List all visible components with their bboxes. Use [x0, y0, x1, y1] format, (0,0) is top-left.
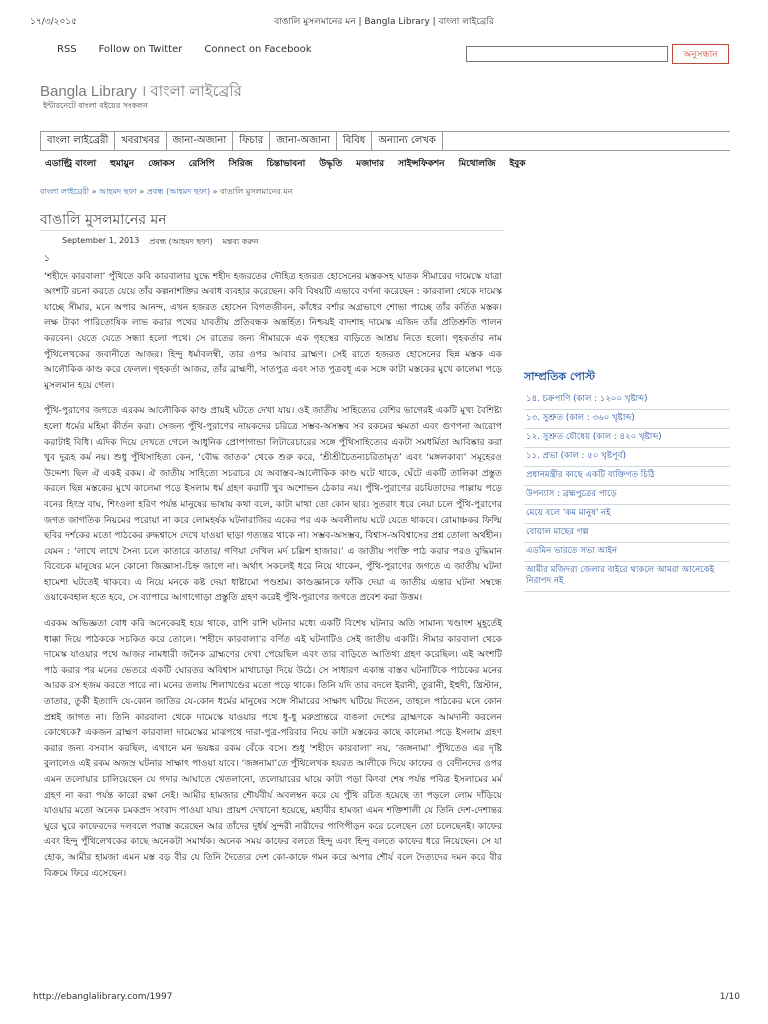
print-header — [0, 14, 768, 28]
print-page-title: বাঙালি মুসলমানের মন | Bangla Library | বাংলা লাইব্রেরি — [274, 17, 494, 27]
article-paragraph: পুঁথি-পুরাণের জগতে এরকম আলৌকিক কাণ্ড প্রায়ই ঘটতে দেখা যায়। ওই জাতীয় সাহিত্যের বেশির ভাগেরই একটি মুখ্য বৈশিষ্ট্য হলো ধর্মের মহিমা কীর্তন করা। সেজন্য পুঁথি-পুরাণের নায়কদের চরিত্রে সম্ভব-অসম্ভব সব রকমের ক্ষমতা এবং গুণপনা আরোপ করাটাই বিধি। এদিক দিয়ে দেখতে গেলে আধুনিক প্রোপাগান্ডা লিটারেচারের সঙ্গে পুঁথিসাহিত্যের একটা সমধর্মিতা আবিষ্কার করা খুব দুরূহ কর্ম নয়। শুধু পুঁথিসাহিত্য কেন, ‘বৌদ্ধ জাতক’ থেকে শুরু করে, ‘শ্রীশ্রীচৈতন্যচরিতামৃত’ এবং ‘মঙ্গলকাব্য’ সমূহেরও উদ্দেশ্য ছিল ঐ একই রকম। ঐ জাতীয় সাহিত্যে সচরাচর যে অবাস্তব-আলৌকিক কাণ্ড ঘটে থাকে, ঘেঁটে একটি তালিকা প্রস্তুত করলে ছিন্ন মস্তকের মুখে কালেমা পড়ে ইসলাম ধর্ম গ্রহণ করাটি খুব অশোভন ঠেকার নয়। পুঁথি-পুরাণের রচয়িতাদের পাল্লায় পড়ে বনের হিংস্র বাঘ, শিংওলা হরিণ পর্যন্ত মানুষের ভাষায় কথা বলে, কাটা মাথা তো কোন ছার। সুতরাং ধরে নেয়া চলে পুঁথি-পুরাণের জগত জাগতিক নিয়মের পরোয়া না করে লোমহর্ষক ঘটনারাজির একের পর এক অবলীলায় ঘটে যেতে থাকবে। রোমাঞ্চকর ফিল্মি ছবির দর্শকের মতো পাঠকের রুদ্ধশ্বাসে দেখে যাওয়া ছাড়া গত্যন্তর থাকে না। সম্ভব-অসম্ভব, বিশ্বাস-অবিশ্বাসের প্রশ্ন তোলা অর্থহীন। যেমন : ‘লাখে লাখে সৈন্য চলে কাতারে কাতার/ গণিয়া দেখিল মর্দ চল্লিশ হাজার।’ এ জাতীয় পংক্তি পাঠ করার পরও বুদ্ধিমান বিবেচক মানুষের মনে কোনো জিজ্ঞাসা-চিহ্ন জাগে না। অর্থাৎ সকলেই ধরে নিয়ে থাকেন, পুঁথি-পুরাণের জগতে এ জাতীয় ঘটনা হামেশা ঘটতেই থাকবে। এ নিয়ে মনকে কষ্ট দেয়া ধাষ্টামো পণ্ডশ্রম। কাণ্ডজ্ঞানকে ফাঁকি দেয়া এ জাতীয় এন্তার ঘটনা সম্বন্ধে ওয়াকেবহাল হতে হবে, সে ব্যাপারে আগাগোড়া প্রস্তুতি গ্রহণ করেই পুঁথি-পুরাণের জগতে প্রবেশ করা উত্তম। — [44, 406, 502, 604]
main-menu-item[interactable]: বিবিধ — [337, 132, 372, 150]
twitter-link[interactable]: Follow on Twitter — [98, 44, 183, 55]
breadcrumb-author[interactable]: আহমদ ছফা — [99, 187, 137, 196]
breadcrumb-separator: » — [139, 187, 145, 196]
facebook-link[interactable]: Connect on Facebook — [204, 44, 312, 55]
site-tagline: ইন্টারনেটে বাংলা বইয়ের সংকলন — [43, 101, 148, 110]
recent-post-link[interactable]: এডমিন ভারতে সভা আইন — [524, 543, 730, 562]
category-item[interactable]: এডাল্ট্রি বাংলা — [45, 159, 97, 169]
post-category-link[interactable]: প্রবন্ধ (আহমদ ছফা) — [149, 237, 213, 246]
article-body — [44, 252, 502, 892]
site-title[interactable]: Bangla Library । বাংলা লাইব্রেরি — [40, 83, 242, 100]
main-menu-item[interactable]: ফিচার — [233, 132, 270, 150]
comment-link[interactable]: মন্তব্য করুন — [222, 237, 259, 246]
main-menu-item[interactable]: বাংলা লাইব্রেরী — [40, 132, 115, 150]
main-menu-item[interactable]: জানা-অজানা — [270, 132, 337, 150]
recent-post-link[interactable]: মেয়ে বলে 'কম মানুষ' নই — [524, 505, 730, 524]
recent-post-link[interactable]: বোয়াল মাছের গল্প — [524, 524, 730, 543]
breadcrumb-separator: » — [212, 187, 218, 196]
category-item[interactable]: মিথোলজি — [458, 159, 496, 169]
category-item[interactable]: রেসিপি — [188, 159, 215, 169]
recent-post-link[interactable]: প্রধানমন্ত্রীর কাছে একটি ব্যক্তিগত চিঠি — [524, 467, 730, 486]
category-menu — [45, 156, 526, 171]
main-menu-item[interactable]: অন্যান্য লেখক — [372, 132, 443, 150]
rss-link[interactable]: RSS — [57, 44, 77, 55]
breadcrumb-home[interactable]: বাংলা লাইব্রেরী — [40, 187, 90, 196]
search-input[interactable] — [466, 46, 668, 62]
article-paragraph: এরকম অভিজ্ঞতা বোধ করি অনেকেরই হয়ে থাকে, রাশি রাশি ঘটনার মধ্যে একটি বিশেষ ঘটনার অতি সামান্য খণ্ডাংশ মুহূর্তেই ধাক্কা দিয়ে পাঠককে সচকিত করে তোলে। ‘শহীদে কারবালা’র বর্ণিত এই ঘটনাটিও সেই জাতীয় একটি। সীমার কারবালা থেকে দামেস্ক যাওয়ার পথে আজর নামধারী জনৈক ব্রাহ্মণের দেখা পেয়েছিল এবং তার বাড়িতে আতিথ্য গ্রহণ করেছিল। এই অংশটি পাঠ করার পর মনের ভেতরে একটি ঘোরতর অবিশ্বাস মাথাচাড়া দিয়ে উঠে। সে সাধারণ একান্ত বাস্তব ঘটনাটিকে পাঠকের মনের আরক রস হজম করতে পারে না। মনের তলায় শিলাখণ্ডের মতো পড়ে থাকে। তিনি যদি তার বদলে ইরানী, তুরানী, ইহুদী, খ্রিস্টান, তাতার, তুর্কী ইত্যাদি যে-কোন জাতির যে-কোন ধর্মের মানুষের সঙ্গে সীমারের সাক্ষাৎ ঘটিয়ে দিতেন, তাহলে পাঠকের মনে কোন প্রশ্নই জাগত না। তিনি কারবালা থেকে দামেস্কে যাওয়ার পথে ধু-ধু মরুপ্রান্তরে বাঙলা দেশের ব্রাহ্মণকে আমদানী করলেন কোথেকে? একজন ব্রাহ্মণ কারবালা দামেস্কের মাঝপথে দারা-পুত্র-পরিবার নিয়ে কাটা মস্তকের কাছে কালেমা পড়ে ইসলাম গ্রহণ করার জন্য বসবাস করছিল, এখানে মন ভয়ঙ্কর রকম বেঁকে বসে। শুধু ‘শহীদে কারবালা’ নয়, ‘জঙ্গনামা’ পুঁথিতেও এর দৃষ্টি বুলালেও এই রকম অজস্র ঘটনার সাক্ষাৎ পাওয়া যাবে। ‘জঙ্গনামা’তে পুঁথিলেখক হযরত আলীকে দিয়ে কাফের ও বেদীনদের ওপর এমন তলোয়ার চালিয়েছেন যে গদার আঘাতে থেতলানো, তলোয়ারের ঘায়ে কাটা পড়া কিংবা শেষ পর্যন্ত পবিত্র ইসলামের মর্ম গ্রহণ না করা পর্যন্ত কারো রক্ষা নেই। আমীর হামজার শৌর্যবীর্য অবলম্বন করে যে পুঁথি রচিত হয়েছে তা পড়লে লোম দাঁড়িয়ে যাওয়ার মতো অনেক চমকপ্রদ সংবাদ পাওয়া যায়। প্রায়শ দেখানো হয়েছে, মহাবীর হামজা এমন শক্তিশালী যে তিনি দেশ-দেশান্তর ঘুরে ঘুরে কাফেরদের দলবলে পরাস্ত করেছেন আর তাঁদের দুর্ধর্ষ সুন্দরী নারীদের পাণিপীড়ন করে চলেছেন তো চলেছেনই। কাফের এবং হিন্দু পুঁথিলেখকের কাছে অনেকটা সমার্থক। অনেক সময় কাফের বলতে হিন্দু এবং হিন্দু বলতে কাফের ধরে নিয়েছেন। সে যা হোক, আমীর হামজা এমন মস্ত বড় বীর যে তিনি দৈত্যের দেশ কো-কাফে গমন করে অপার শৌর্য বলে দৈত্যদের দমন করে বীর বিক্রমে ফিরে এসেছেন। — [44, 619, 502, 879]
search-button[interactable]: অনুসন্ধান — [672, 44, 729, 64]
main-menu — [40, 131, 730, 151]
category-item[interactable]: সিরিজ — [228, 159, 253, 169]
section-number: ১ — [44, 254, 50, 264]
category-item[interactable]: ইবুক — [509, 159, 526, 169]
recent-posts-sidebar — [524, 368, 730, 592]
recent-post-link[interactable]: ১২. সুশ্রুত যৌধেয় (কাল : ৪২০ খৃষ্টাব্দ) — [524, 429, 730, 448]
title-divider — [40, 230, 504, 231]
main-menu-item[interactable]: জানা-অজানা — [167, 132, 234, 150]
recent-post-link[interactable]: ১১. প্রভা (কাল : ৫০ খৃষ্টপূর্ব) — [524, 448, 730, 467]
category-item[interactable]: সাইন্সফিকশন — [398, 159, 445, 169]
breadcrumb-current: বাঙালি মুসলমানের মন — [220, 187, 293, 196]
print-page-number: 1/10 — [719, 992, 740, 1002]
recent-post-link[interactable]: উপন্যাস : ব্রহ্মপুত্রের পাড়ে — [524, 486, 730, 505]
post-title: বাঙালি মুসলমানের মন — [40, 212, 167, 228]
print-url: http://ebanglalibrary.com/1997 — [33, 992, 173, 1002]
recent-post-link[interactable]: আমীর মজিদরা জেলার বাইরে থাকলে আমরা আনেকেই নিরাপদ নই — [524, 562, 730, 592]
recent-posts-heading: সাম্প্রতিক পোস্ট — [524, 370, 595, 383]
print-date: ১৭/৩/২০১৫ — [30, 17, 77, 27]
article-paragraph: ‘শহীদে কারবালা’ পুঁথিতে কবি কারবালার যুদ্ধে শহীদ হজরতের দৌহিত্র হজরত হোসেনের মস্তকসহ ঘাতক সীমারের দামেস্কে যাত্রা অংশটি রচনা করতে যেয়ে তাঁর কল্পনাশক্তির অবাধ ব্যবহার করেছেন। কবি বিষয়টি এভাবে বর্ণনা করেছেন : কারবালা থেকে দামেস্ক যাচ্ছে সীমার, মনে অপার আনন্দ, এখন হজরত হোসেন বিগতজীবন, কাঁধের বর্শার অগ্রভাগে শোভা পাচ্ছে তাঁর কর্তিত মস্তক। লক্ষ টাকা পারিতোষিক লাভ করার পথের যাবতীয় প্রতিবন্ধক অন্তর্হিত। নিশ্চয়ই বাদশাহ দামেস্ক এজিদ তাঁর প্রতিশ্রুতি পালন করবেন। যেতে যেতে সন্ধ্যা হলো পথে। সে রাতের জন্য সীমারকে এক গৃহস্থের বাড়িতে আশ্রয় নিতে হলো। গৃহকর্তার নাম পুঁথিলেখকের জবানীতে আজর। হিন্দু ধর্মাবলম্বী, তার ওপর আবার ব্রাহ্মণ। সেই রাতে হজরত হোসেনের ছিন্ন মস্তক এক আলৌকিক কাণ্ড করে ফেলল। গৃহকর্তা আজর, তাঁর ব্রাহ্মণী, সাতপুত্র এবং সাত পুত্রবধূ এক সঙ্গে কাটা মস্তকের মুখে কালেমা পড়ে মুসলমান হয়ে গেল। — [44, 271, 502, 391]
post-meta — [62, 236, 258, 249]
post-date: September 1, 2013 — [62, 236, 140, 245]
breadcrumb-separator: » — [91, 187, 97, 196]
recent-post-link[interactable]: ১৪. চক্রপাণি (কাল : ১২০০ খৃষ্টাব্দ) — [524, 391, 730, 410]
main-menu-item[interactable]: খবরাখবর — [115, 132, 166, 150]
category-item[interactable]: জোকস — [148, 159, 175, 169]
recent-post-link[interactable]: ১৩. সুশ্রুত (কাল : ৩৬০ খৃষ্টাব্দ) — [524, 410, 730, 429]
breadcrumb — [40, 186, 292, 199]
top-navigation — [57, 44, 312, 55]
category-item[interactable]: মজাদার — [356, 159, 385, 169]
category-item[interactable]: উদ্ধৃতি — [319, 159, 343, 169]
category-item[interactable]: চিন্তাভাবনা — [266, 159, 306, 169]
breadcrumb-category[interactable]: প্রবন্ধ (আহমদ ছফা) — [146, 187, 211, 196]
category-item[interactable]: হুমায়ুন — [110, 159, 135, 169]
